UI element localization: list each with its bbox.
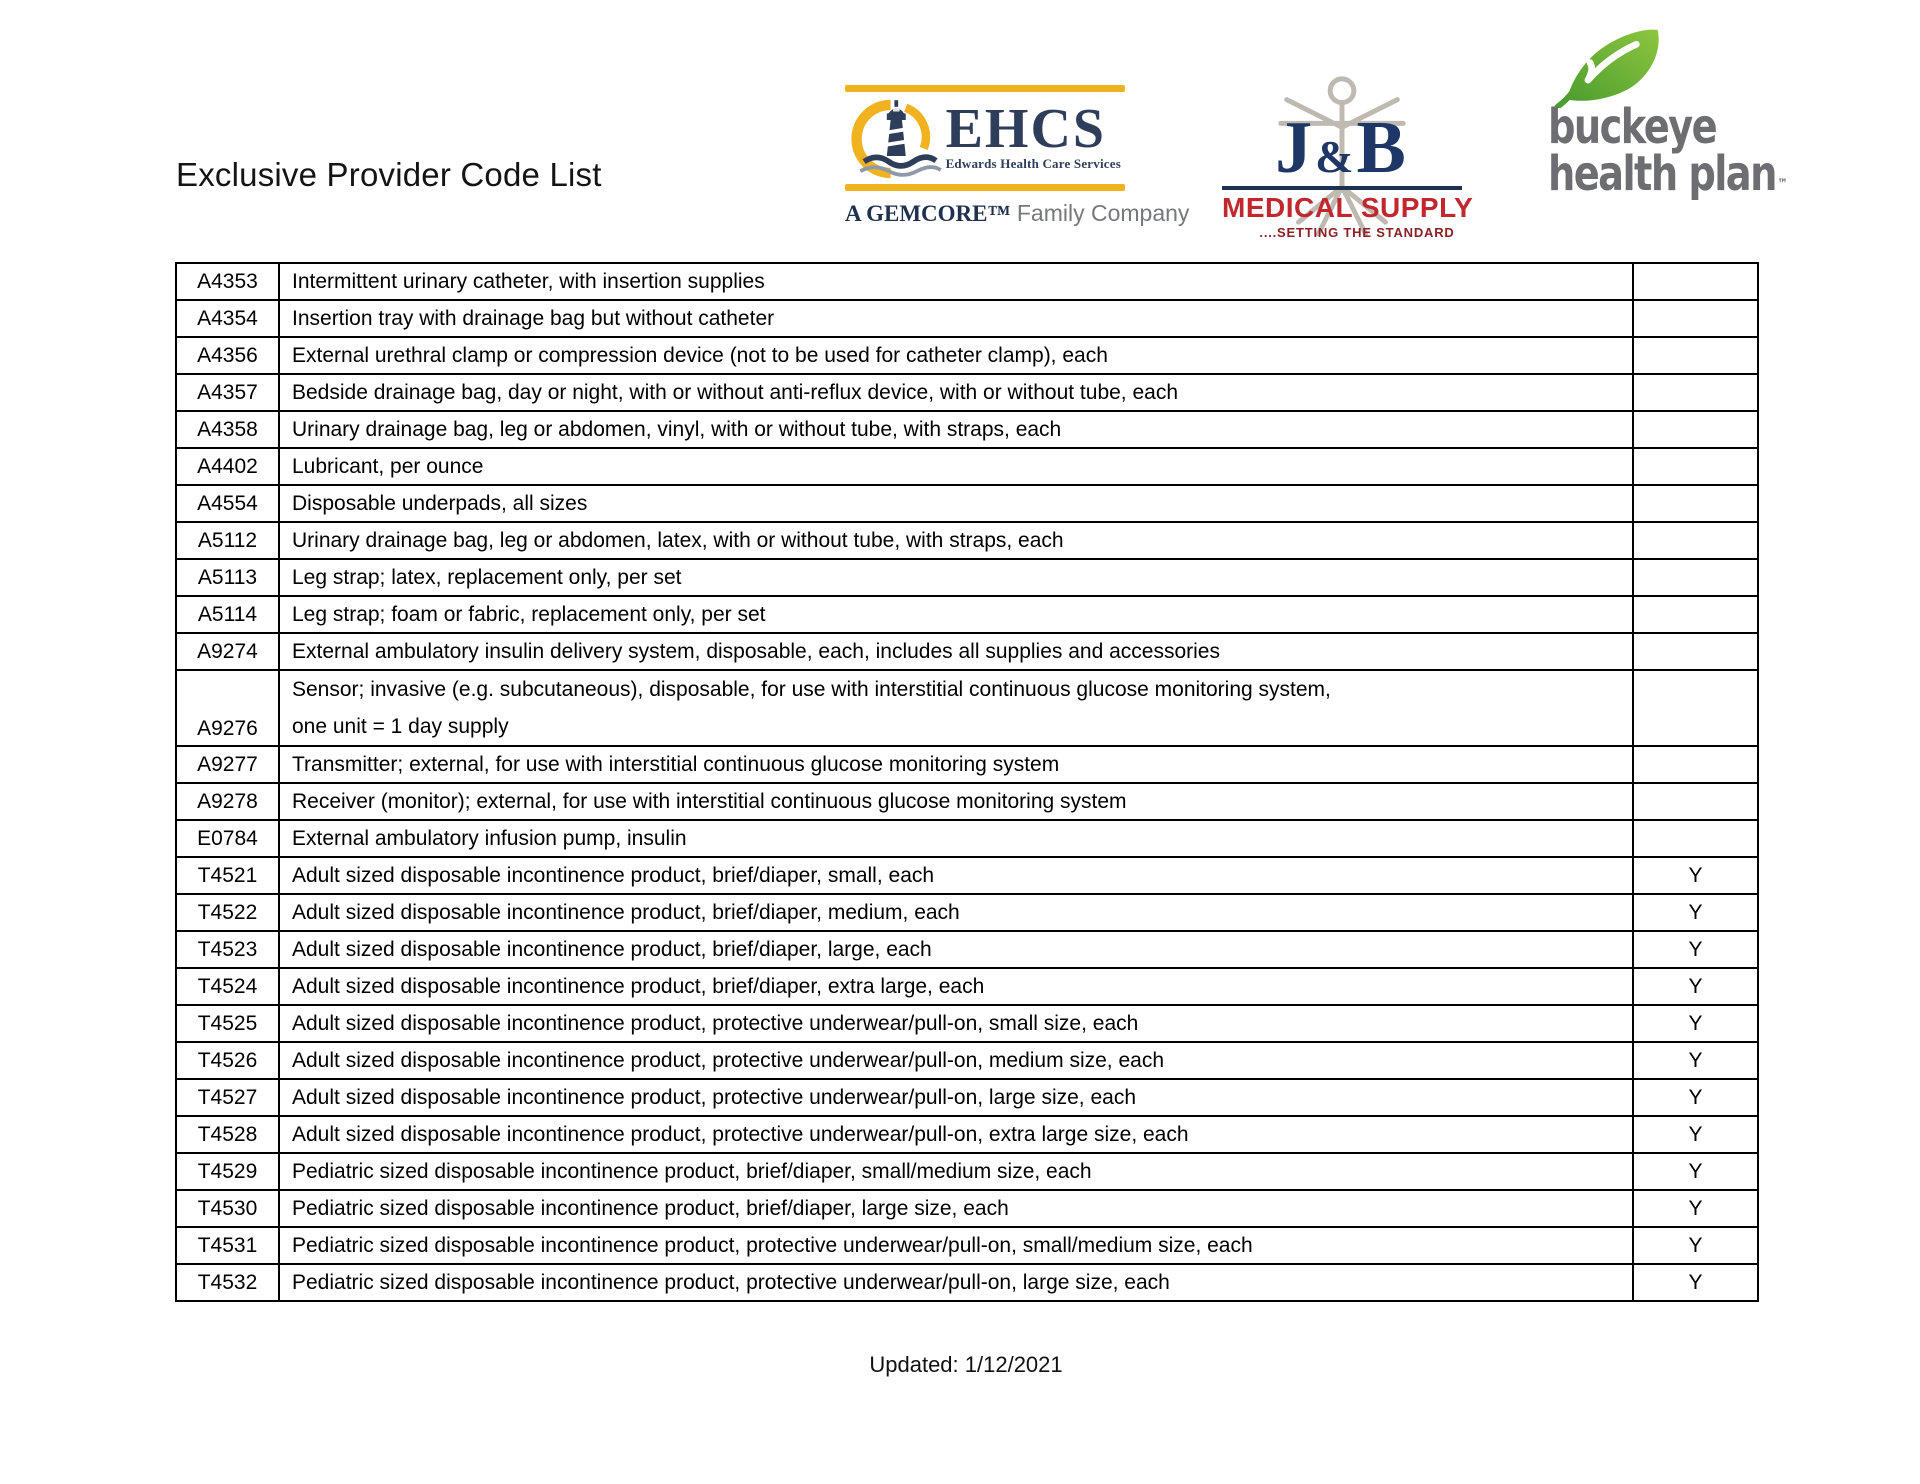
code-cell: T4522 <box>176 894 279 931</box>
table-row <box>176 1079 1758 1116</box>
code-cell: A4554 <box>176 485 279 522</box>
exclusive-flag-cell <box>1633 485 1758 522</box>
description-cell: Intermittent urinary catheter, with insertion supplies <box>279 263 1633 300</box>
code-cell: A5113 <box>176 559 279 596</box>
code-cell: A9277 <box>176 746 279 783</box>
code-cell: T4527 <box>176 1079 279 1116</box>
table-row <box>176 1190 1758 1227</box>
code-cell: T4521 <box>176 857 279 894</box>
buckeye-wordmark-line1: buckeye <box>1548 99 1717 155</box>
code-cell: T4531 <box>176 1227 279 1264</box>
table-row <box>176 522 1758 559</box>
code-cell: T4525 <box>176 1005 279 1042</box>
jb-wordmark: J&B <box>1275 107 1409 189</box>
description-cell: Adult sized disposable incontinence product, brief/diaper, medium, each <box>279 894 1633 931</box>
description-cell: Transmitter; external, for use with interstitial continuous glucose monitoring system <box>279 746 1633 783</box>
table-row <box>176 1005 1758 1042</box>
exclusive-flag-cell: Y <box>1633 1005 1758 1042</box>
description-cell: Adult sized disposable incontinence product, protective underwear/pull-on, small size, each <box>279 1005 1633 1042</box>
table-row <box>176 931 1758 968</box>
code-cell: E0784 <box>176 820 279 857</box>
table-row <box>176 1116 1758 1153</box>
description-cell: Adult sized disposable incontinence product, protective underwear/pull-on, extra large size, each <box>279 1116 1633 1153</box>
code-cell: A9276 <box>176 670 279 746</box>
page-title: Exclusive Provider Code List <box>176 156 602 193</box>
description-cell: Adult sized disposable incontinence product, brief/diaper, extra large, each <box>279 968 1633 1005</box>
buckeye-wordmark-line2: health plan ™ <box>1548 146 1788 203</box>
exclusive-flag-cell: Y <box>1633 1116 1758 1153</box>
exclusive-flag-cell <box>1633 670 1758 746</box>
description-cell: Urinary drainage bag, leg or abdomen, vinyl, with or without tube, with straps, each <box>279 411 1633 448</box>
table-row <box>176 448 1758 485</box>
table-row <box>176 633 1758 670</box>
description-cell: Leg strap; foam or fabric, replacement only, per set <box>279 596 1633 633</box>
code-cell: T4530 <box>176 1190 279 1227</box>
ehcs-tagline <box>845 200 1190 227</box>
code-table-body <box>176 263 1758 1301</box>
table-row <box>176 670 1758 746</box>
buckeye-leaf-icon <box>1554 26 1682 108</box>
jb-medical-supply-text: MEDICAL SUPPLY <box>1222 192 1474 224</box>
trademark-symbol: ™ <box>1777 177 1788 193</box>
code-cell: A4402 <box>176 448 279 485</box>
description-cell: Pediatric sized disposable incontinence product, brief/diaper, large size, each <box>279 1190 1633 1227</box>
ehcs-lighthouse-icon <box>849 93 944 183</box>
exclusive-flag-cell <box>1633 783 1758 820</box>
description-cell: Bedside drainage bag, day or night, with or without anti-reflux device, with or without tube, each <box>279 374 1633 411</box>
table-row <box>176 263 1758 300</box>
description-cell: Leg strap; latex, replacement only, per set <box>279 559 1633 596</box>
exclusive-flag-cell <box>1633 263 1758 300</box>
code-cell: A5114 <box>176 596 279 633</box>
description-cell: Adult sized disposable incontinence product, brief/diaper, large, each <box>279 931 1633 968</box>
exclusive-flag-cell <box>1633 448 1758 485</box>
exclusive-flag-cell: Y <box>1633 857 1758 894</box>
exclusive-flag-cell <box>1633 411 1758 448</box>
description-cell: External ambulatory insulin delivery system, disposable, each, includes all supplies and accessories <box>279 633 1633 670</box>
buckeye-logo <box>1548 26 1828 203</box>
table-row <box>176 337 1758 374</box>
ehcs-subtitle: Edwards Health Care Services <box>945 156 1121 172</box>
description-cell: Disposable underpads, all sizes <box>279 485 1633 522</box>
exclusive-flag-cell: Y <box>1633 1264 1758 1301</box>
table-row <box>176 559 1758 596</box>
code-cell: A4356 <box>176 337 279 374</box>
code-cell: A4357 <box>176 374 279 411</box>
jb-slogan-text: ....SETTING THE STANDARD <box>1259 225 1455 241</box>
table-row <box>176 1264 1758 1301</box>
code-cell: A9274 <box>176 633 279 670</box>
ehcs-bottom-bar <box>845 184 1125 191</box>
exclusive-flag-cell: Y <box>1633 1227 1758 1264</box>
table-row <box>176 783 1758 820</box>
exclusive-flag-cell <box>1633 374 1758 411</box>
table-row <box>176 485 1758 522</box>
ehcs-top-bar <box>845 85 1125 92</box>
exclusive-flag-cell <box>1633 633 1758 670</box>
gemcore-family-text: Family Company <box>1010 200 1190 226</box>
table-row <box>176 374 1758 411</box>
exclusive-flag-cell: Y <box>1633 894 1758 931</box>
code-cell: T4528 <box>176 1116 279 1153</box>
description-cell: Pediatric sized disposable incontinence product, protective underwear/pull-on, small/medium size, each <box>279 1227 1633 1264</box>
code-cell: T4532 <box>176 1264 279 1301</box>
gemcore-brand-text: A GEMCORE™ <box>845 201 1011 226</box>
exclusive-flag-cell <box>1633 522 1758 559</box>
exclusive-flag-cell <box>1633 337 1758 374</box>
exclusive-flag-cell: Y <box>1633 931 1758 968</box>
exclusive-flag-cell <box>1633 746 1758 783</box>
code-cell: A4358 <box>176 411 279 448</box>
description-cell: Adult sized disposable incontinence product, protective underwear/pull-on, large size, each <box>279 1079 1633 1116</box>
exclusive-flag-cell <box>1633 300 1758 337</box>
description-cell: Receiver (monitor); external, for use with interstitial continuous glucose monitoring system <box>279 783 1633 820</box>
description-cell: Adult sized disposable incontinence product, protective underwear/pull-on, medium size, each <box>279 1042 1633 1079</box>
description-cell: Pediatric sized disposable incontinence product, protective underwear/pull-on, large size, each <box>279 1264 1633 1301</box>
description-cell: Sensor; invasive (e.g. subcutaneous), disposable, for use with interstitial continuous glucose monitoring system, one unit = 1 day supply <box>279 670 1633 746</box>
description-cell: External ambulatory infusion pump, insulin <box>279 820 1633 857</box>
code-cell: T4529 <box>176 1153 279 1190</box>
table-row <box>176 894 1758 931</box>
exclusive-flag-cell <box>1633 559 1758 596</box>
exclusive-flag-cell: Y <box>1633 1153 1758 1190</box>
table-row <box>176 1042 1758 1079</box>
table-row <box>176 1227 1758 1264</box>
code-cell: A5112 <box>176 522 279 559</box>
description-cell: Urinary drainage bag, leg or abdomen, latex, with or without tube, with straps, each <box>279 522 1633 559</box>
table-row <box>176 746 1758 783</box>
jb-divider <box>1222 186 1462 190</box>
table-row <box>176 857 1758 894</box>
table-row <box>176 820 1758 857</box>
table-row <box>176 596 1758 633</box>
exclusive-flag-cell: Y <box>1633 1079 1758 1116</box>
code-cell: T4523 <box>176 931 279 968</box>
ehcs-logo <box>845 85 1190 227</box>
code-cell: A4354 <box>176 300 279 337</box>
code-cell: A4353 <box>176 263 279 300</box>
table-row <box>176 300 1758 337</box>
exclusive-flag-cell: Y <box>1633 1190 1758 1227</box>
exclusive-flag-cell: Y <box>1633 1042 1758 1079</box>
code-cell: A9278 <box>176 783 279 820</box>
description-cell: Pediatric sized disposable incontinence product, brief/diaper, small/medium size, each <box>279 1153 1633 1190</box>
table-row <box>176 1153 1758 1190</box>
table-row <box>176 968 1758 1005</box>
description-cell: External urethral clamp or compression device (not to be used for catheter clamp), each <box>279 337 1633 374</box>
description-cell: Adult sized disposable incontinence product, brief/diaper, small, each <box>279 857 1633 894</box>
exclusive-flag-cell <box>1633 596 1758 633</box>
description-cell: Insertion tray with drainage bag but without catheter <box>279 300 1633 337</box>
description-cell: Lubricant, per ounce <box>279 448 1633 485</box>
jb-medical-logo <box>1222 70 1474 241</box>
ehcs-wordmark: EHCS <box>945 97 1107 160</box>
exclusive-flag-cell <box>1633 820 1758 857</box>
exclusive-flag-cell: Y <box>1633 968 1758 1005</box>
updated-date-text: Updated: 1/12/2021 <box>869 1352 1063 1377</box>
code-cell: T4526 <box>176 1042 279 1079</box>
table-row <box>176 411 1758 448</box>
code-cell: T4524 <box>176 968 279 1005</box>
provider-code-table <box>175 262 1759 1302</box>
